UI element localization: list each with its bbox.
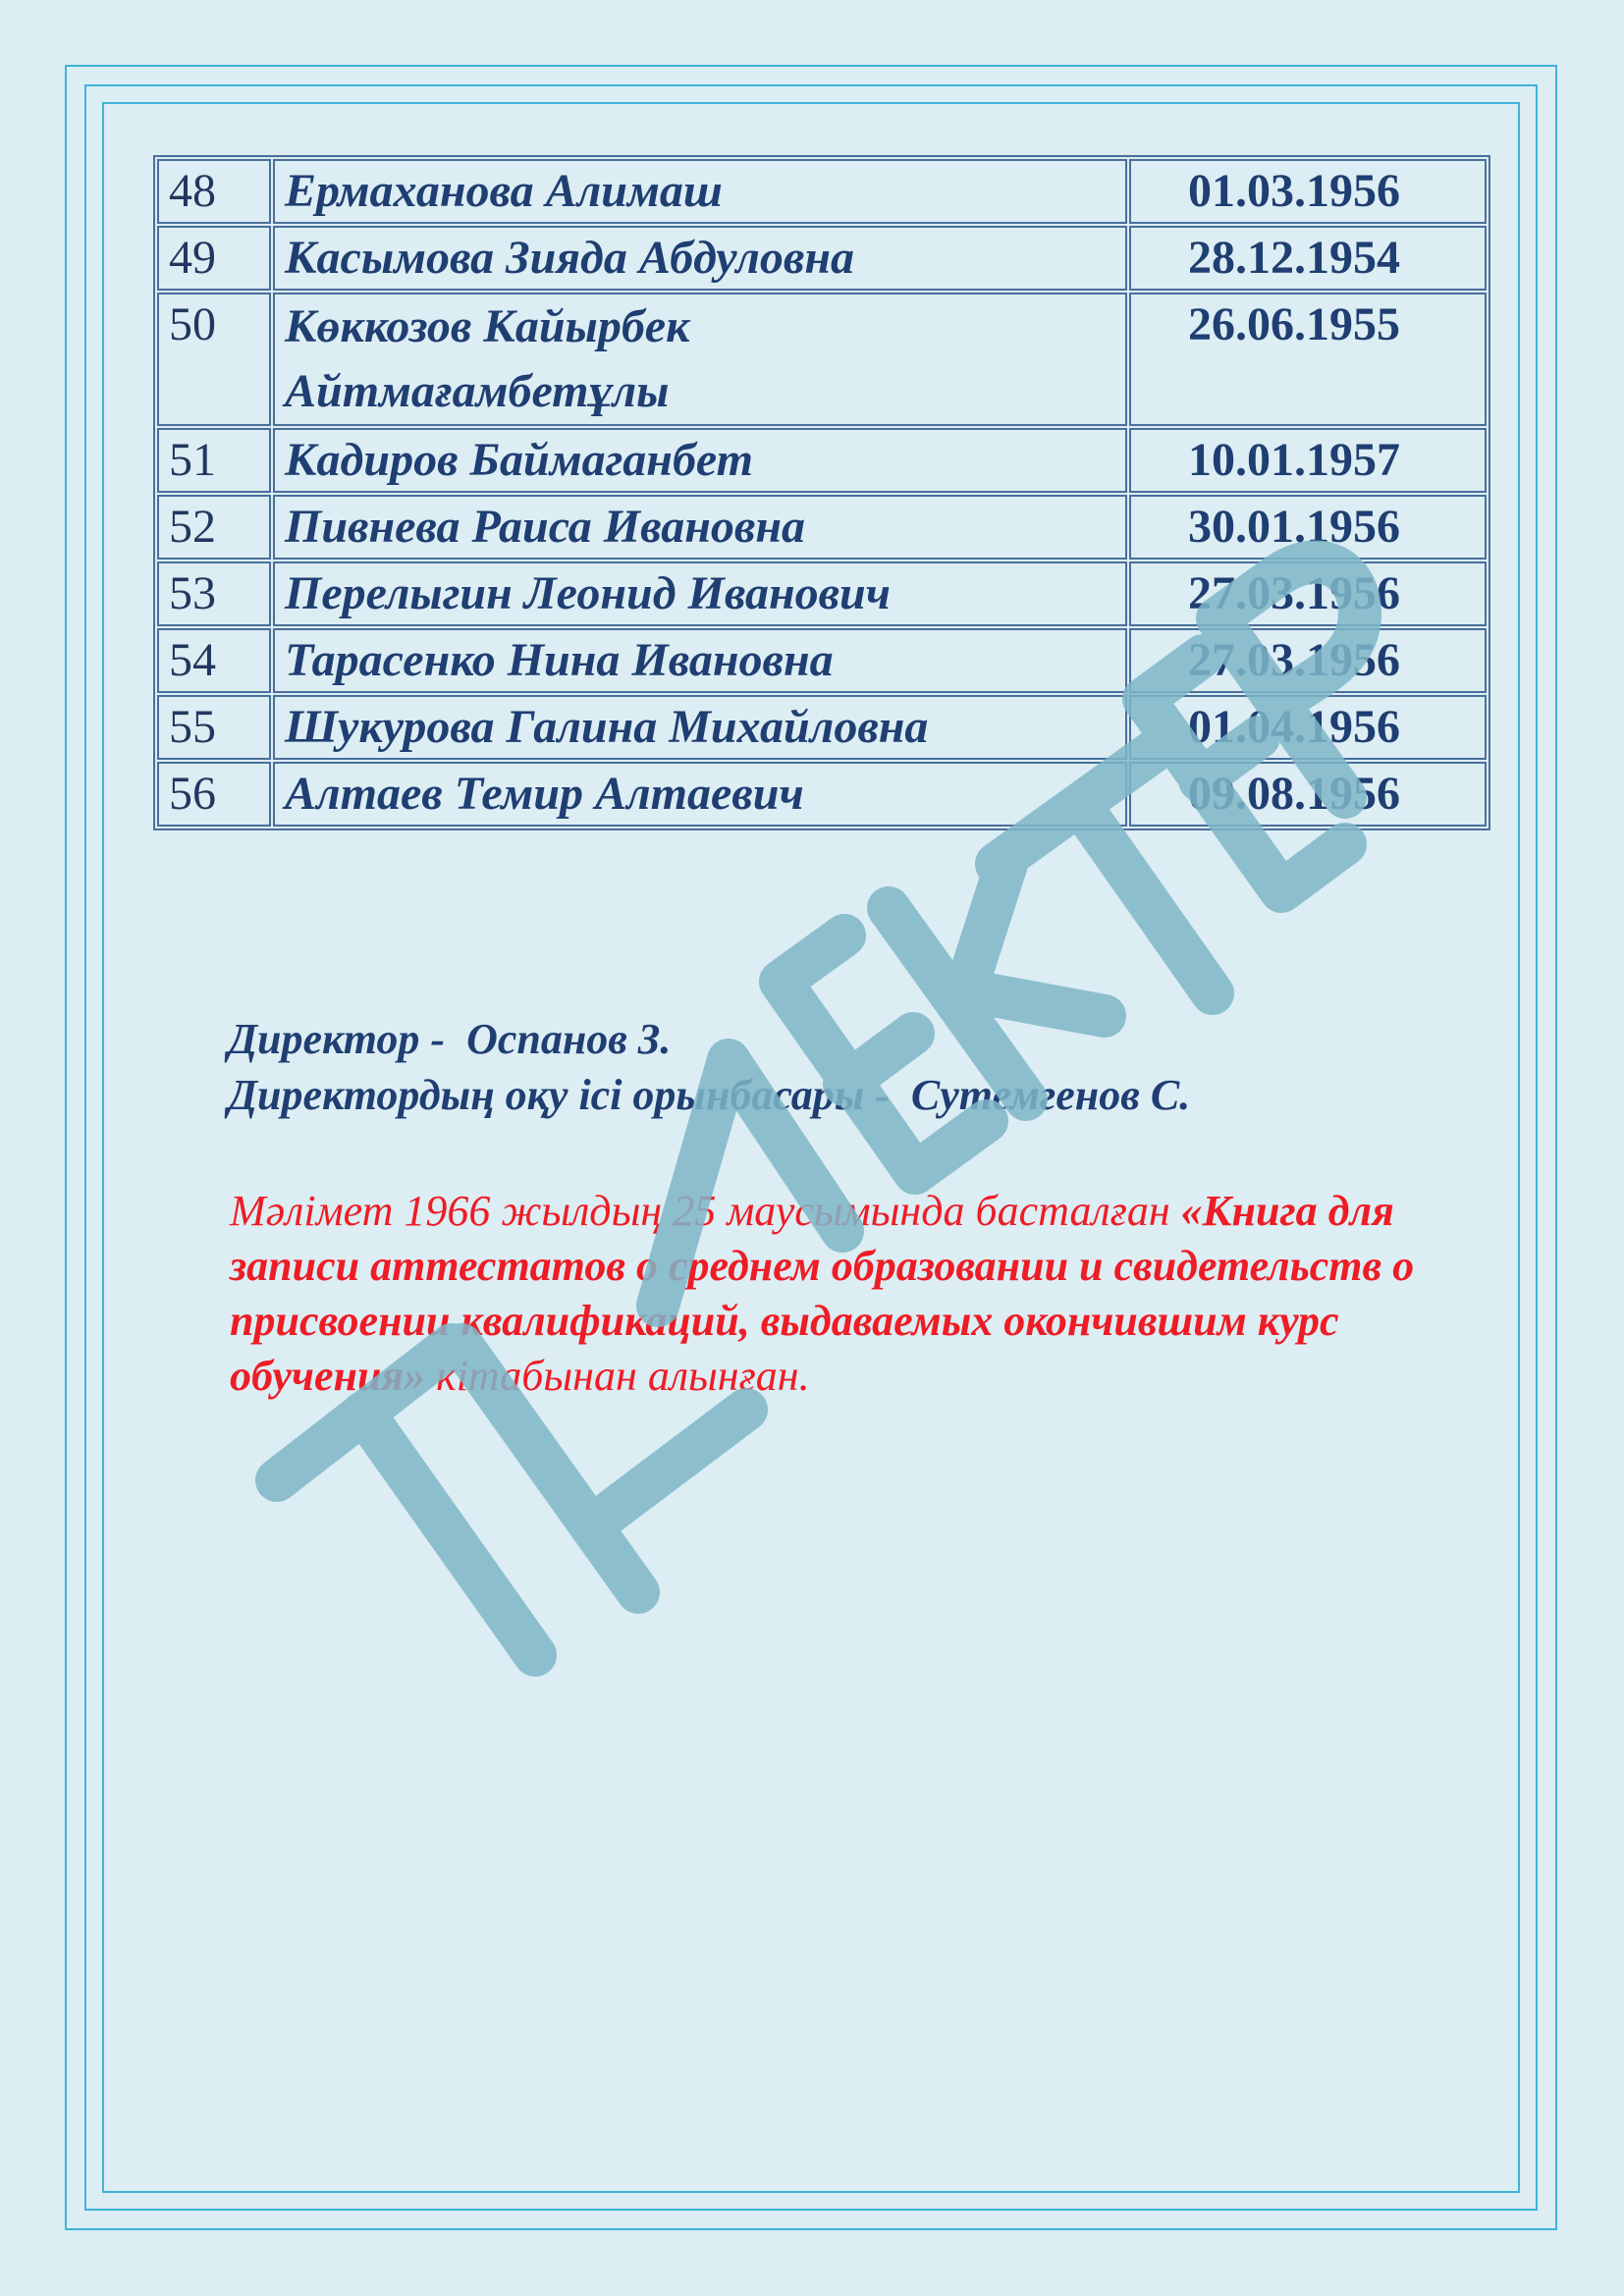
note-intro: Мәлімет 1966 жылдың 25 маусымында басталған [230, 1187, 1181, 1235]
graduate-name-line: Кадиров Баймаганбет [285, 434, 753, 486]
graduate-name [273, 561, 1127, 626]
graduate-name [273, 293, 1127, 426]
birth-date: 27.03.1956 [1129, 628, 1487, 693]
graduate-name [273, 762, 1127, 827]
graduate-name-line: Алтаев Темир Алтаевич [285, 768, 804, 820]
table-row [157, 293, 1487, 426]
graduate-name-line: Шукурова Галина Михайловна [285, 701, 929, 753]
row-number: 54 [157, 628, 271, 693]
graduate-name [273, 695, 1127, 760]
source-note [230, 1184, 1506, 1404]
graduate-name-line: Ермаханова Алимаш [285, 165, 723, 217]
birth-date: 28.12.1954 [1129, 226, 1487, 291]
graduate-name [273, 226, 1127, 291]
graduate-name-line: Перелыгин Леонид Иванович [285, 567, 891, 619]
graduate-name-line: Пивнева Раиса Ивановна [285, 501, 805, 553]
table-row [157, 762, 1487, 827]
birth-date: 27.03.1956 [1129, 561, 1487, 626]
note-book-title: «Книга для записи аттестатов о среднем образовании и свидетельств о присвоении квалификаций, выдаваемых окончившим курс обучения» [230, 1187, 1415, 1400]
graduate-name [273, 159, 1127, 224]
row-number: 52 [157, 495, 271, 560]
row-number: 49 [157, 226, 271, 291]
birth-date: 01.03.1956 [1129, 159, 1487, 224]
graduates-table [153, 155, 1490, 830]
graduate-name-line: Тарасенко Нина Ивановна [285, 634, 834, 686]
table-row [157, 226, 1487, 291]
row-number: 53 [157, 561, 271, 626]
table-row [157, 695, 1487, 760]
row-number: 51 [157, 428, 271, 493]
table-row [157, 159, 1487, 224]
graduate-name-line: Касымова Зияда Абдуловна [285, 232, 854, 284]
row-number: 55 [157, 695, 271, 760]
graduate-name [273, 428, 1127, 493]
birth-date: 30.01.1956 [1129, 495, 1487, 560]
signatures-block [228, 1011, 1190, 1123]
row-number: 50 [157, 293, 271, 426]
graduate-name [273, 628, 1127, 693]
birth-date: 09.08.1956 [1129, 762, 1487, 827]
row-number: 56 [157, 762, 271, 827]
table-row [157, 561, 1487, 626]
graduate-name-line: Көккозов Кайырбек [285, 300, 690, 352]
row-number: 48 [157, 159, 271, 224]
note-outro: кітабынан алынған. [425, 1352, 810, 1400]
birth-date: 26.06.1955 [1129, 293, 1487, 426]
birth-date: 10.01.1957 [1129, 428, 1487, 493]
director-signature: Директор - Оспанов З. [228, 1015, 672, 1063]
graduate-name-line-2: Айтмағамбетұлы [285, 365, 670, 417]
birth-date: 01.04.1956 [1129, 695, 1487, 760]
table-row [157, 628, 1487, 693]
table-row [157, 495, 1487, 560]
graduate-name [273, 495, 1127, 560]
deputy-signature: Директордың оқу ісі орынбасары - Сутемгенов С. [228, 1071, 1191, 1119]
table-row [157, 428, 1487, 493]
